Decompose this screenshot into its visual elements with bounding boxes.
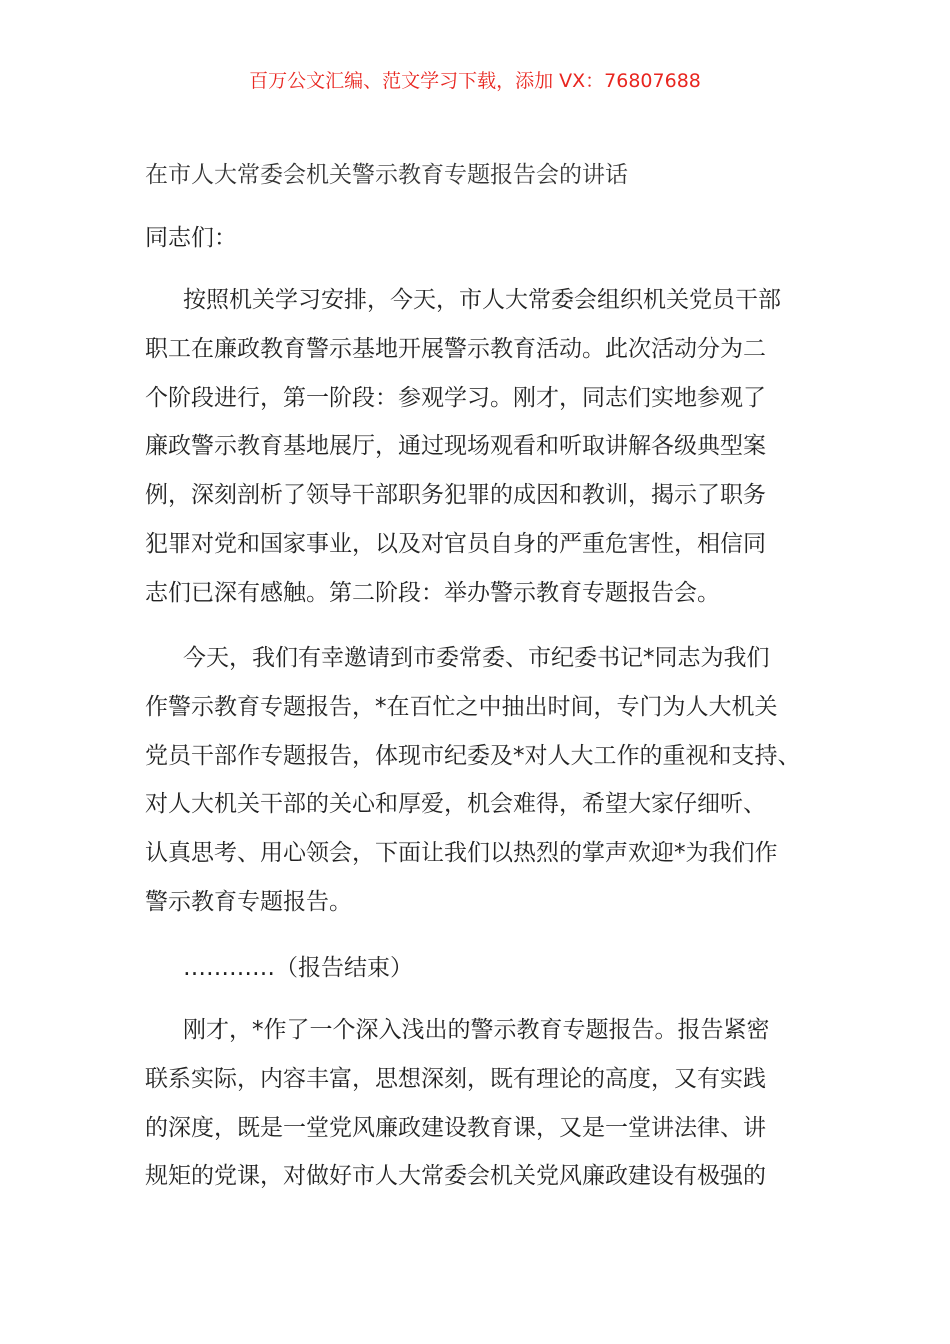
paragraph-line: 例，深刻剖析了领导干部职务犯罪的成因和教训，揭示了职务 bbox=[145, 482, 766, 509]
paragraph-line: 联系实际，内容丰富，思想深刻，既有理论的高度，又有实践 bbox=[145, 1065, 766, 1092]
paragraph-1 bbox=[145, 276, 825, 618]
paragraph-line: 警示教育专题报告。 bbox=[145, 888, 352, 915]
paragraph-line: 作警示教育专题报告，*在百忙之中抽出时间，专门为人大机关 bbox=[145, 693, 778, 720]
header-promo-note: 百万公文汇编、范文学习下载，添加 VX：76807688 bbox=[249, 70, 701, 92]
paragraph-line: 犯罪对党和国家事业，以及对官员自身的严重危害性，相信同 bbox=[145, 530, 766, 557]
paragraph-line: 廉政警示教育基地展厅，通过现场观看和听取讲解各级典型案 bbox=[145, 433, 766, 460]
document-title: 在市人大常委会机关警示教育专题报告会的讲话 bbox=[145, 162, 628, 188]
paragraph-line: 志们已深有感触。第二阶段：举办警示教育专题报告会。 bbox=[145, 579, 720, 606]
paragraph-4 bbox=[145, 1006, 825, 1201]
paragraph-line: 今天，我们有幸邀请到市委常委、市纪委书记*同志为我们 bbox=[183, 645, 770, 671]
paragraph-line: 规矩的党课，对做好市人大常委会机关党风廉政建设有极强的 bbox=[145, 1163, 766, 1190]
paragraph-line: 对人大机关干部的关心和厚爱，机会难得，希望大家仔细听、 bbox=[145, 791, 766, 818]
paragraph-line: 的深度，既是一堂党风廉政建设教育课，又是一堂讲法律、讲 bbox=[145, 1114, 766, 1141]
paragraph-line: 党员干部作专题报告，体现市纪委及*对人大工作的重视和支持、 bbox=[145, 742, 801, 769]
paragraph-line: 认真思考、用心领会，下面让我们以热烈的掌声欢迎*为我们作 bbox=[145, 840, 778, 867]
paragraph-line: 职工在廉政教育警示基地开展警示教育活动。此次活动分为二 bbox=[145, 335, 766, 362]
paragraph-line: …………（报告结束） bbox=[183, 955, 413, 981]
paragraph-2 bbox=[145, 634, 825, 927]
paragraph-line: 刚才，*作了一个深入浅出的警示教育专题报告。报告紧密 bbox=[183, 1017, 770, 1043]
paragraph-line: 个阶段进行，第一阶段：参观学习。刚才，同志们实地参观了 bbox=[145, 384, 766, 411]
paragraph-3 bbox=[145, 944, 825, 993]
salutation: 同志们： bbox=[145, 225, 237, 251]
paragraph-line: 按照机关学习安排，今天，市人大常委会组织机关党员干部 bbox=[183, 287, 781, 313]
